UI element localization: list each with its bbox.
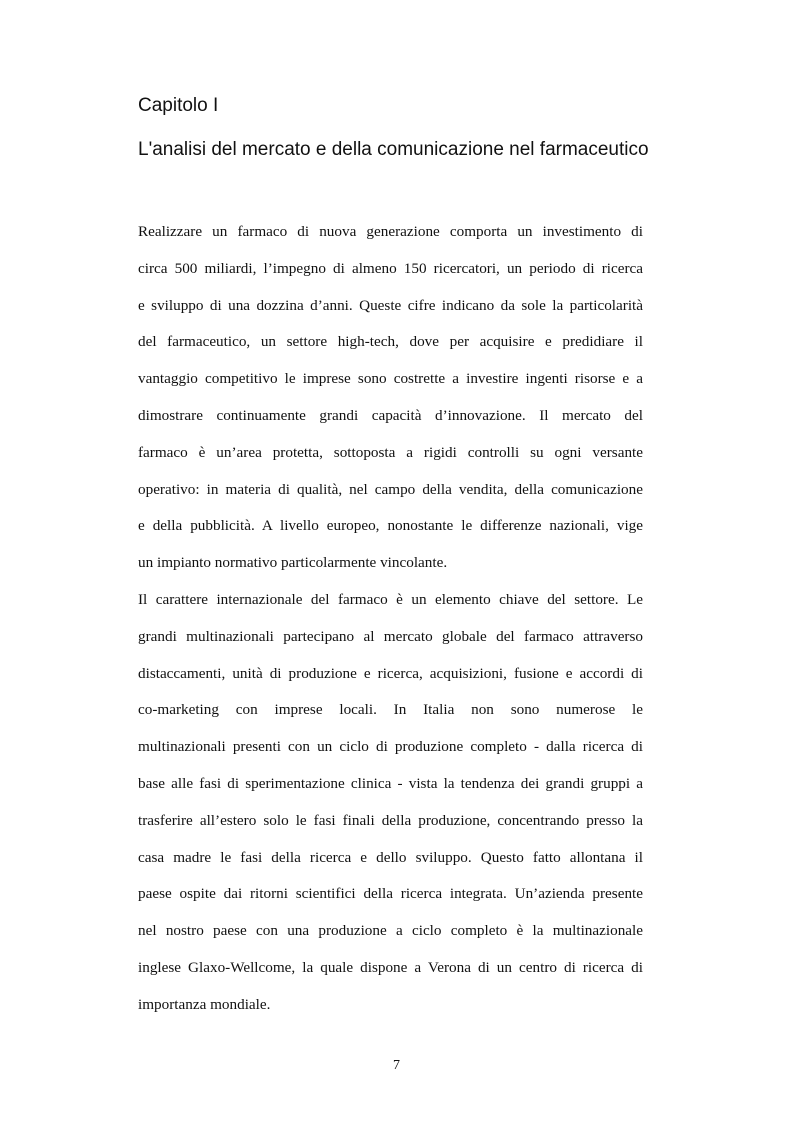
text-line: operativo: in materia di qualità, nel campo della vendita, della comunicazione [138, 480, 643, 498]
paragraph-1 [138, 214, 643, 582]
text-line: casa madre le fasi della ricerca e dello sviluppo. Questo fatto allontana il [138, 848, 643, 866]
text-line: base alle fasi di sperimentazione clinica - vista la tendenza dei grandi gruppi a [138, 774, 643, 792]
text-line: co-marketing con imprese locali. In Italia non sono numerose le [138, 701, 643, 719]
text-line: multinazionali presenti con un ciclo di produzione completo - dalla ricerca di [138, 738, 643, 756]
text-line: farmaco è un’area protetta, sottoposta a rigidi controlli su ogni versante [138, 443, 643, 461]
text-line: circa 500 miliardi, l’impegno di almeno 150 ricercatori, un periodo di ricerca [138, 259, 643, 277]
text-line: importanza mondiale. [138, 995, 271, 1013]
text-line: inglese Glaxo-Wellcome, la quale dispone a Verona di un centro di ricerca di [138, 958, 643, 976]
text-line: trasferire all’estero solo le fasi finali della produzione, concentrando presso la [138, 811, 643, 829]
text-line: vantaggio competitivo le imprese sono costrette a investire ingenti risorse e a [138, 370, 643, 388]
page-number: 7 [393, 1058, 400, 1073]
text-line: un impianto normativo particolarmente vincolante. [138, 554, 448, 572]
text-line: del farmaceutico, un settore high-tech, dove per acquisire e predidiare il [138, 333, 643, 351]
text-line: Realizzare un farmaco di nuova generazione comporta un investimento di [138, 223, 643, 240]
text-line: Il carattere internazionale del farmaco è un elemento chiave del settore. Le [138, 590, 643, 608]
text-line: dimostrare continuamente grandi capacità d’innovazione. Il mercato del [138, 406, 643, 424]
text-line: grandi multinazionali partecipano al mercato globale del farmaco attraverso [138, 627, 643, 645]
text-line: nel nostro paese con una produzione a ciclo completo è la multinazionale [138, 922, 643, 940]
text-line: e della pubblicità. A livello europeo, nonostante le differenze nazionali, vige [138, 517, 643, 535]
chapter-title: L'analisi del mercato e della comunicazione nel farmaceutico [138, 139, 649, 160]
paragraph-2 [138, 582, 643, 1024]
chapter-heading: Capitolo I [138, 95, 219, 116]
text-line: e sviluppo di una dozzina d’anni. Queste cifre indicano da sole la particolarità [138, 296, 643, 314]
text-line: distaccamenti, unità di produzione e ricerca, acquisizioni, fusione e accordi di [138, 664, 643, 682]
body-text [138, 214, 643, 1024]
text-line: paese ospite dai ritorni scientifici della ricerca integrata. Un’azienda presente [138, 885, 643, 903]
